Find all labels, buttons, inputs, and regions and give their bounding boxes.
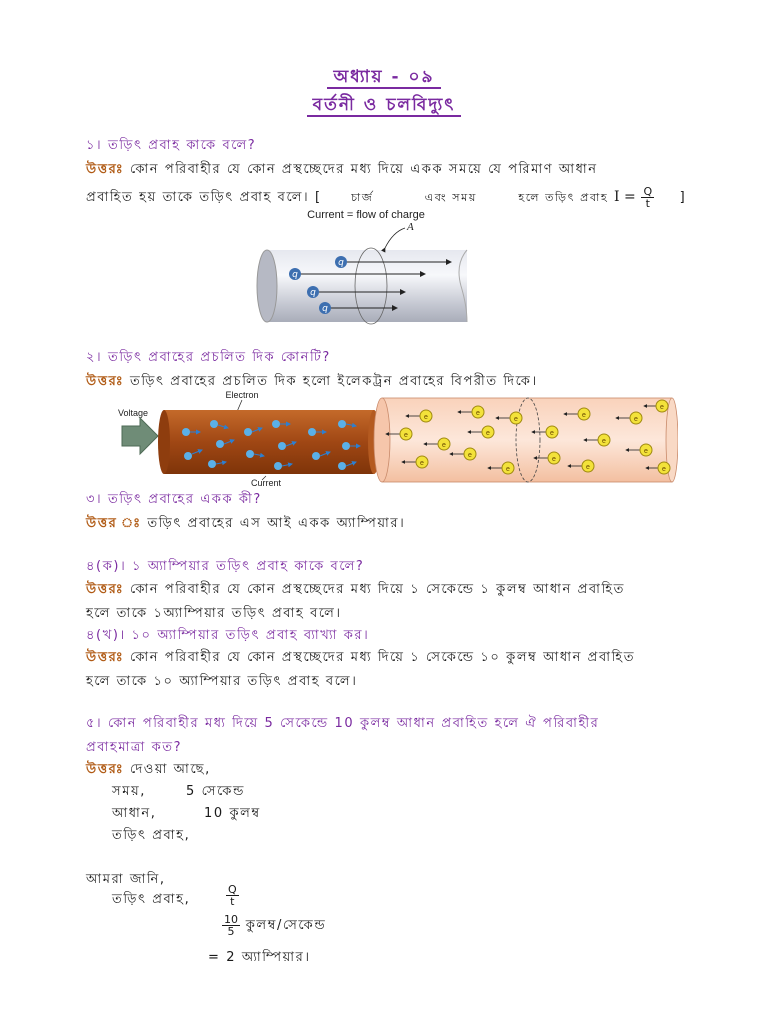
given-time-label: সময়,	[112, 784, 146, 799]
answer-5-given	[86, 760, 211, 781]
and-time-text: এবং সময়	[424, 191, 477, 204]
question-1: ১। তড়িৎ প্রবাহ কাকে বলে?	[86, 138, 257, 153]
answer-text: কোন পরিবাহীর যে কোন প্রস্থচ্ছেদের মধ্য দিয়ে ১ সেকেন্ডে ১ কুলম্ব আধান প্রবাহিত	[130, 582, 626, 597]
area-label: A	[407, 221, 414, 233]
answer-text: তড়িৎ প্রবাহের প্রচলিত দিক হলো ইলেকট্রন প্রবাহের বিপরীত দিকে।	[130, 374, 538, 389]
voltage-arrow	[122, 418, 158, 454]
given-charge-label: আধান,	[112, 806, 157, 821]
formula-fraction: $\frac{Q}{t}$	[643, 185, 653, 210]
answer-label: উত্তরঃ	[86, 762, 125, 777]
current-label: Current	[250, 478, 282, 488]
answer-text: কোন পরিবাহীর যে কোন প্রস্থচ্ছেদের মধ্য দিয়ে ১ সেকেন্ডে ১০ কুলম্ব আধান প্রবাহিত	[130, 650, 636, 665]
answer-3	[86, 514, 405, 535]
question-2: ২। তড়িৎ প্রবাহের প্রচলিত দিক কোনটি?	[86, 350, 331, 365]
answer-4b-line-2: হলে তাকে ১০ অ্যাম্পিয়ার তড়িৎ প্রবাহ বলে।	[86, 674, 358, 689]
answer-4a-line-2: হলে তাকে ১অ্যাম্পিয়ার তড়িৎ প্রবাহ বলে।	[86, 606, 342, 621]
then-current-text: হলে তড়িৎ প্রবাহ	[518, 191, 609, 204]
svg-text:e: e	[660, 404, 664, 411]
answer-text: প্রবাহিত হয় তাকে তড়িৎ প্রবাহ বলে। [	[86, 190, 322, 205]
answer-label: উত্তরঃ	[86, 650, 125, 665]
answer-label: উত্তরঃ	[86, 374, 125, 389]
svg-text:e: e	[644, 448, 648, 455]
svg-text:e: e	[602, 438, 606, 445]
question-4b: ৪(খ)। ১০ অ্যাম্পিয়ার তড়িৎ প্রবাহ ব্যাখ্যা কর।	[86, 628, 370, 643]
given-time-value: 5 সেকেন্ড	[186, 784, 245, 799]
answer-4a-line-1	[86, 580, 625, 601]
electron-vs-current-diagram	[116, 388, 678, 488]
question-4a: ৪(ক)। ১ অ্যাম্পিয়ার তড়িৎ প্রবাহ কাকে বলে?	[86, 559, 365, 574]
given-current-label: তড়িৎ প্রবাহ,	[112, 828, 191, 843]
svg-text:e: e	[552, 456, 556, 463]
answer-4b-line-1	[86, 648, 635, 669]
svg-text:e: e	[486, 430, 490, 437]
formula-q-over-t: $\frac{Q}{t}$	[228, 883, 237, 908]
area-pointer	[385, 228, 405, 248]
charge-word: চার্জ	[351, 191, 374, 204]
we-know-text: আমরা জানি,	[86, 872, 166, 887]
question-3: ৩। তড়িৎ প্রবাহের একক কী?	[86, 492, 262, 507]
svg-text:q: q	[292, 270, 298, 280]
voltage-label: Voltage	[118, 408, 149, 418]
current-flow-diagram	[255, 204, 477, 330]
answer-1-line-1	[86, 160, 598, 181]
chapter-number: অধ্যায় - ০৯	[0, 64, 768, 92]
pipe-left-end	[257, 250, 277, 322]
svg-text:e: e	[424, 414, 428, 421]
electron-label: Electron	[225, 390, 259, 400]
answer-text: তড়িৎ প্রবাহের এস আই একক অ্যাম্পিয়ার।	[147, 516, 406, 531]
given-text: দেওয়া আছে,	[130, 762, 211, 777]
svg-text:e: e	[662, 466, 666, 473]
svg-text:e: e	[442, 442, 446, 449]
question-5-line-1: ৫। কোন পরিবাহীর মধ্য দিয়ে 5 সেকেন্ডে 10 কুলম্ব আধান প্রবাহিত হলে ঐ পরিবাহীর	[86, 716, 600, 731]
svg-text:e: e	[476, 410, 480, 417]
svg-text:e: e	[634, 416, 638, 423]
svg-text:e: e	[582, 412, 586, 419]
svg-text:e: e	[586, 464, 590, 471]
result-text: = 2 অ্যাম্পিয়ার।	[208, 950, 311, 965]
bracket-close: ]	[679, 190, 687, 205]
svg-text:e: e	[420, 460, 424, 467]
svg-text:e: e	[514, 416, 518, 423]
question-5-line-2: প্রবাহমাত্রা কত?	[86, 740, 183, 755]
answer-label: উত্তর ঃ	[86, 516, 142, 531]
given-charge-value: 10 কুলম্ব	[204, 806, 261, 821]
pipe-body	[267, 250, 467, 322]
svg-text:q: q	[322, 304, 328, 314]
svg-text:e: e	[506, 466, 510, 473]
chapter-title: বর্তনী ও চলবিদ্যুৎ	[0, 92, 768, 120]
answer-text: কোন পরিবাহীর যে কোন প্রস্থচ্ছেদের মধ্য দিয়ে একক সময়ে যে পরিমাণ আধান	[130, 162, 598, 177]
answer-label: উত্তরঃ	[86, 582, 125, 597]
svg-text:e: e	[550, 430, 554, 437]
formula-current-label: তড়িৎ প্রবাহ,	[112, 892, 191, 907]
formula-lhs: I =	[613, 189, 636, 205]
unit-text: কুলম্ব/সেকেন্ড	[245, 918, 327, 933]
svg-text:e: e	[468, 452, 472, 459]
formula-substitution: $\frac{10}{5}$ কুলম্ব/সেকেন্ড	[224, 913, 327, 938]
figure-caption: Current = flow of charge	[307, 209, 425, 221]
svg-text:q: q	[310, 288, 316, 298]
svg-text:q: q	[338, 258, 344, 268]
answer-label: উত্তরঃ	[86, 162, 125, 177]
svg-text:e: e	[404, 432, 408, 439]
